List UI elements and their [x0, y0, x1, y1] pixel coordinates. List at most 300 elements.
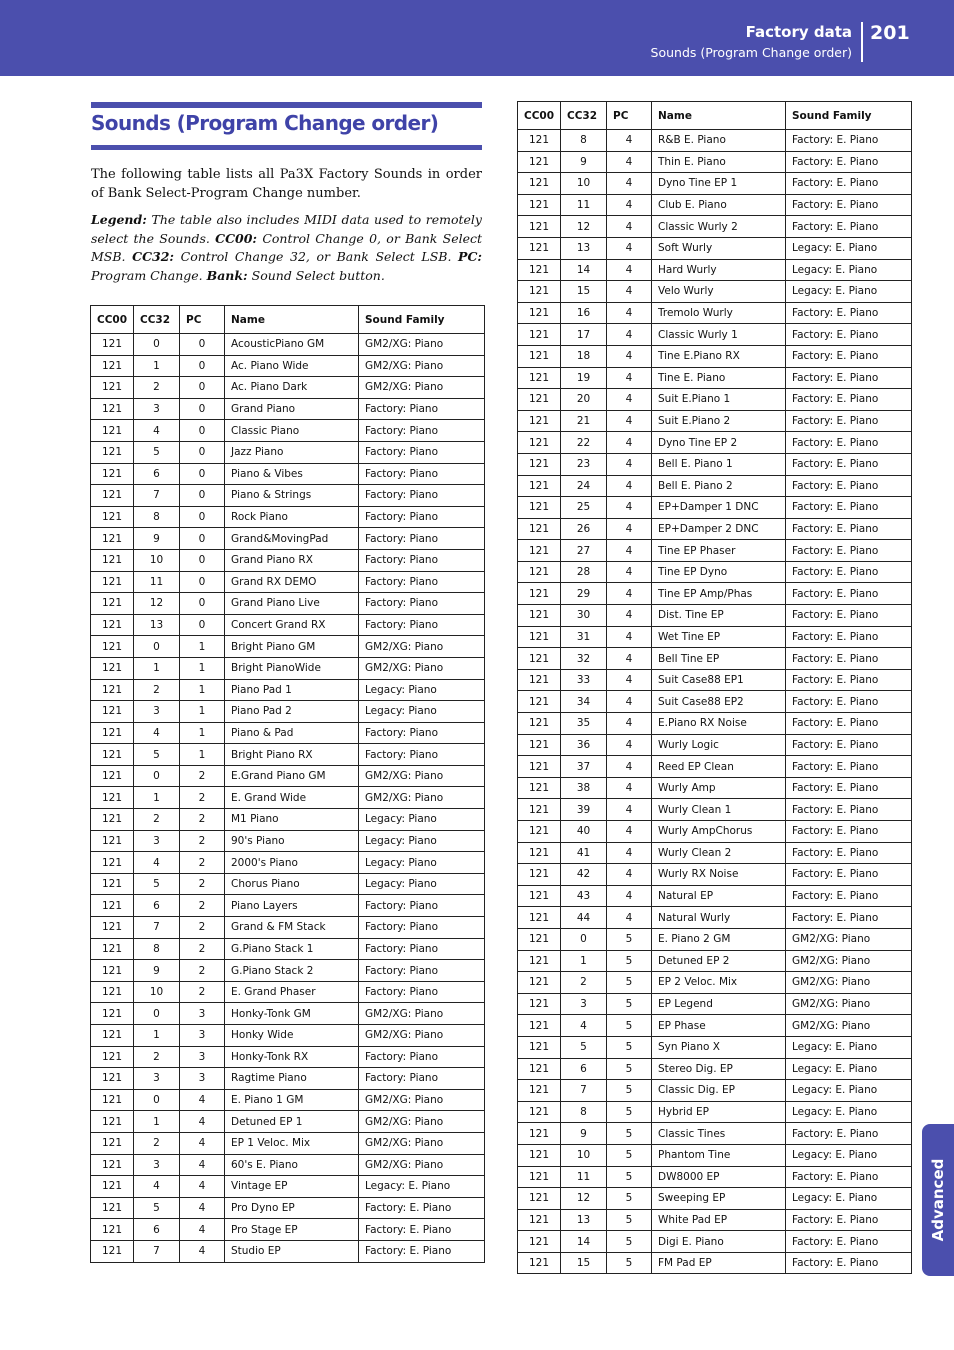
cell-name: DW8000 EP [652, 1166, 786, 1188]
cell-cc32: 34 [561, 691, 607, 713]
cell-pc: 4 [607, 475, 652, 497]
cell-cc00: 121 [91, 1219, 134, 1241]
cell-cc00: 121 [518, 626, 561, 648]
cell-pc: 4 [607, 324, 652, 346]
cell-sound-family: Factory: E. Piano [359, 1219, 485, 1241]
cell-sound-family: Legacy: E. Piano [786, 1101, 912, 1123]
cell-sound-family: GM2/XG: Piano [359, 1111, 485, 1133]
cell-sound-family: GM2/XG: Piano [359, 377, 485, 399]
table-row [518, 389, 912, 411]
cell-cc32: 6 [134, 895, 180, 917]
cell-cc32: 7 [561, 1080, 607, 1102]
table-row [518, 518, 912, 540]
table-row [91, 852, 485, 874]
cell-cc32: 3 [134, 830, 180, 852]
cell-sound-family: Factory: Piano [359, 895, 485, 917]
cell-cc00: 121 [91, 1046, 134, 1068]
cell-cc00: 121 [518, 367, 561, 389]
cell-pc: 4 [607, 669, 652, 691]
cell-cc00: 121 [518, 669, 561, 691]
cell-pc: 2 [180, 765, 225, 787]
cell-name: E.Grand Piano GM [225, 765, 359, 787]
cell-name: Studio EP [225, 1240, 359, 1262]
cell-pc: 0 [180, 528, 225, 550]
cell-name: EP 2 Veloc. Mix [652, 972, 786, 994]
table-row [518, 1015, 912, 1037]
cell-cc00: 121 [91, 981, 134, 1003]
table-row [518, 691, 912, 713]
cell-pc: 1 [180, 636, 225, 658]
cell-cc32: 1 [134, 355, 180, 377]
cell-pc: 1 [180, 679, 225, 701]
cell-name: Classic Tines [652, 1123, 786, 1145]
cell-name: Sweeping EP [652, 1188, 786, 1210]
cell-cc32: 0 [134, 765, 180, 787]
cell-cc00: 121 [518, 1080, 561, 1102]
cell-pc: 4 [180, 1154, 225, 1176]
cell-pc: 2 [180, 938, 225, 960]
table-row [91, 1111, 485, 1133]
cell-sound-family: Factory: Piano [359, 441, 485, 463]
cell-name: Ragtime Piano [225, 1068, 359, 1090]
table-row [91, 334, 485, 356]
cell-sound-family: GM2/XG: Piano [786, 972, 912, 994]
cell-cc00: 121 [91, 765, 134, 787]
cell-cc32: 3 [561, 993, 607, 1015]
cell-cc32: 37 [561, 756, 607, 778]
table-row [91, 722, 485, 744]
cell-name: E. Grand Wide [225, 787, 359, 809]
cell-cc00: 121 [91, 506, 134, 528]
cell-pc: 5 [607, 1123, 652, 1145]
table-row [518, 777, 912, 799]
cell-pc: 4 [607, 518, 652, 540]
cell-sound-family: Factory: E. Piano [786, 561, 912, 583]
cell-name: Classic Wurly 1 [652, 324, 786, 346]
cell-sound-family: Factory: Piano [359, 1046, 485, 1068]
cell-cc00: 121 [91, 1176, 134, 1198]
cell-sound-family: Factory: Piano [359, 960, 485, 982]
cell-pc: 4 [607, 281, 652, 303]
cell-cc32: 0 [134, 334, 180, 356]
table-row [518, 928, 912, 950]
cell-pc: 5 [607, 1144, 652, 1166]
cell-name: G.Piano Stack 1 [225, 938, 359, 960]
cell-sound-family: Legacy: E. Piano [786, 1144, 912, 1166]
table-row [518, 972, 912, 994]
cell-name: Classic Wurly 2 [652, 216, 786, 238]
cell-sound-family: Factory: E. Piano [786, 777, 912, 799]
cell-cc00: 121 [91, 593, 134, 615]
cell-cc32: 10 [561, 173, 607, 195]
cell-pc: 4 [607, 497, 652, 519]
cell-pc: 0 [180, 420, 225, 442]
cell-sound-family: GM2/XG: Piano [359, 1154, 485, 1176]
cell-name: E.Piano RX Noise [652, 713, 786, 735]
cell-pc: 5 [607, 1231, 652, 1253]
cell-cc00: 121 [91, 938, 134, 960]
table-row [518, 453, 912, 475]
cell-cc00: 121 [91, 744, 134, 766]
legend-paragraph [91, 211, 482, 285]
cell-pc: 4 [607, 561, 652, 583]
cell-cc32: 18 [561, 345, 607, 367]
cell-name: Pro Dyno EP [225, 1197, 359, 1219]
table-row [91, 917, 485, 939]
cell-cc00: 121 [91, 636, 134, 658]
cell-cc32: 10 [134, 549, 180, 571]
side-tab-advanced[interactable] [922, 1124, 954, 1276]
cell-cc32: 0 [561, 928, 607, 950]
cell-pc: 1 [180, 722, 225, 744]
table-row [518, 432, 912, 454]
cell-cc32: 11 [561, 1166, 607, 1188]
cell-pc: 0 [180, 334, 225, 356]
cell-pc: 4 [607, 734, 652, 756]
cell-name: E. Grand Phaser [225, 981, 359, 1003]
table-header-row [91, 306, 485, 334]
cell-name: Wurly Amp [652, 777, 786, 799]
cell-cc32: 19 [561, 367, 607, 389]
cell-pc: 5 [607, 1036, 652, 1058]
cell-cc32: 13 [134, 614, 180, 636]
cell-pc: 4 [607, 367, 652, 389]
cell-cc32: 11 [134, 571, 180, 593]
cell-cc00: 121 [91, 787, 134, 809]
cell-sound-family: Factory: E. Piano [786, 540, 912, 562]
cell-sound-family: Factory: Piano [359, 528, 485, 550]
cell-pc: 2 [180, 981, 225, 1003]
cell-cc32: 42 [561, 864, 607, 886]
cell-cc00: 121 [518, 1144, 561, 1166]
cell-cc00: 121 [518, 302, 561, 324]
cell-name: Chorus Piano [225, 873, 359, 895]
cell-cc00: 121 [518, 583, 561, 605]
cell-cc32: 9 [561, 151, 607, 173]
cell-name: Wurly Logic [652, 734, 786, 756]
cell-name: G.Piano Stack 2 [225, 960, 359, 982]
cell-pc: 4 [180, 1219, 225, 1241]
cell-name: Soft Wurly [652, 237, 786, 259]
cell-sound-family: Factory: E. Piano [786, 410, 912, 432]
cell-name: EP+Damper 1 DNC [652, 497, 786, 519]
cell-pc: 5 [607, 993, 652, 1015]
cell-name: E. Piano 1 GM [225, 1089, 359, 1111]
cell-cc32: 41 [561, 842, 607, 864]
legend-cc00-text: Control Change 0, or Bank Select MSB. [91, 230, 483, 264]
sounds-table-left [90, 305, 485, 1263]
column-header-name: Name [225, 306, 359, 334]
legend-text: The table also includes MIDI data used to remotely select the Sounds. [91, 212, 482, 246]
table-row [518, 194, 912, 216]
cell-sound-family: Legacy: E. Piano [786, 259, 912, 281]
cell-pc: 5 [607, 1101, 652, 1123]
cell-cc32: 38 [561, 777, 607, 799]
cell-cc00: 121 [91, 852, 134, 874]
cell-name: Reed EP Clean [652, 756, 786, 778]
cell-name: Grand RX DEMO [225, 571, 359, 593]
cell-pc: 4 [607, 756, 652, 778]
table-row [518, 345, 912, 367]
cell-name: Wet Tine EP [652, 626, 786, 648]
cell-sound-family: Factory: Piano [359, 938, 485, 960]
cell-pc: 4 [607, 151, 652, 173]
cell-cc32: 1 [134, 657, 180, 679]
cell-name: Digi E. Piano [652, 1231, 786, 1253]
column-header-pc: PC [607, 102, 652, 130]
table-row [91, 1068, 485, 1090]
cell-cc32: 4 [134, 1176, 180, 1198]
cell-name: Tremolo Wurly [652, 302, 786, 324]
cell-name: Wurly RX Noise [652, 864, 786, 886]
cell-name: Dist. Tine EP [652, 605, 786, 627]
cell-cc00: 121 [518, 734, 561, 756]
cell-cc32: 5 [134, 1197, 180, 1219]
table-row [91, 1240, 485, 1262]
cell-cc00: 121 [91, 398, 134, 420]
cell-pc: 3 [180, 1046, 225, 1068]
cell-cc00: 121 [518, 453, 561, 475]
cell-name: Syn Piano X [652, 1036, 786, 1058]
cell-cc00: 121 [518, 173, 561, 195]
table-row [518, 1166, 912, 1188]
cell-name: Honky-Tonk GM [225, 1003, 359, 1025]
cell-pc: 4 [607, 583, 652, 605]
cell-pc: 1 [180, 701, 225, 723]
column-header-sound-family: Sound Family [359, 306, 485, 334]
cell-name: Bright Piano GM [225, 636, 359, 658]
cell-sound-family: Legacy: E. Piano [786, 1188, 912, 1210]
cell-sound-family: Factory: E. Piano [786, 453, 912, 475]
cell-sound-family: Factory: E. Piano [786, 648, 912, 670]
cell-cc00: 121 [518, 389, 561, 411]
cell-cc00: 121 [518, 799, 561, 821]
cell-cc32: 2 [134, 1046, 180, 1068]
cell-sound-family: Factory: Piano [359, 549, 485, 571]
cell-name: Classic Dig. EP [652, 1080, 786, 1102]
cell-cc32: 1 [134, 787, 180, 809]
cell-cc32: 9 [134, 528, 180, 550]
legend-label: Legend: [91, 212, 147, 227]
cell-pc: 0 [180, 355, 225, 377]
cell-cc32: 10 [561, 1144, 607, 1166]
cell-cc00: 121 [518, 713, 561, 735]
cell-name: Tine E.Piano RX [652, 345, 786, 367]
cell-pc: 3 [180, 1003, 225, 1025]
cell-cc32: 32 [561, 648, 607, 670]
cell-sound-family: GM2/XG: Piano [359, 636, 485, 658]
cell-cc00: 121 [518, 777, 561, 799]
cell-sound-family: Factory: E. Piano [786, 1231, 912, 1253]
cell-sound-family: Legacy: Piano [359, 701, 485, 723]
cell-sound-family: Factory: E. Piano [786, 1166, 912, 1188]
cell-cc32: 29 [561, 583, 607, 605]
cell-sound-family: Legacy: E. Piano [786, 1058, 912, 1080]
table-row [518, 756, 912, 778]
table-row [91, 485, 485, 507]
cell-name: Bright Piano RX [225, 744, 359, 766]
cell-sound-family: Factory: E. Piano [786, 821, 912, 843]
cell-cc32: 3 [134, 1154, 180, 1176]
cell-pc: 1 [180, 657, 225, 679]
table-row [518, 1231, 912, 1253]
cell-cc32: 4 [561, 1015, 607, 1037]
title-rule-top [91, 102, 482, 108]
table-row [518, 713, 912, 735]
cell-cc32: 31 [561, 626, 607, 648]
cell-cc00: 121 [518, 281, 561, 303]
cell-pc: 2 [180, 895, 225, 917]
cell-cc00: 121 [91, 701, 134, 723]
cell-sound-family: Factory: E. Piano [786, 518, 912, 540]
table-row [91, 420, 485, 442]
cell-sound-family: GM2/XG: Piano [359, 765, 485, 787]
table-row [518, 173, 912, 195]
cell-name: Club E. Piano [652, 194, 786, 216]
title-rule-bottom [91, 145, 482, 150]
cell-name: EP Phase [652, 1015, 786, 1037]
cell-cc00: 121 [91, 377, 134, 399]
table-row [518, 237, 912, 259]
cell-cc00: 121 [518, 1166, 561, 1188]
table-row [518, 1209, 912, 1231]
cell-cc00: 121 [91, 1240, 134, 1262]
cell-sound-family: Factory: Piano [359, 506, 485, 528]
cell-name: R&B E. Piano [652, 130, 786, 152]
cell-name: Wurly AmpChorus [652, 821, 786, 843]
cell-cc32: 25 [561, 497, 607, 519]
cell-cc32: 1 [134, 1111, 180, 1133]
table-row [91, 506, 485, 528]
cell-pc: 4 [607, 605, 652, 627]
table-row [91, 593, 485, 615]
cell-cc32: 22 [561, 432, 607, 454]
cell-pc: 4 [607, 540, 652, 562]
cell-cc00: 121 [518, 1188, 561, 1210]
cell-cc00: 121 [518, 1123, 561, 1145]
cell-cc00: 121 [91, 485, 134, 507]
cell-name: Honky-Tonk RX [225, 1046, 359, 1068]
cell-pc: 4 [607, 453, 652, 475]
cell-sound-family: Factory: E. Piano [786, 324, 912, 346]
cell-sound-family: GM2/XG: Piano [359, 657, 485, 679]
cell-pc: 4 [607, 821, 652, 843]
cell-cc00: 121 [91, 917, 134, 939]
cell-cc00: 121 [518, 756, 561, 778]
cell-sound-family: Factory: E. Piano [786, 367, 912, 389]
cell-name: Tine EP Amp/Phas [652, 583, 786, 605]
cell-cc32: 2 [134, 679, 180, 701]
cell-cc00: 121 [91, 1025, 134, 1047]
cell-cc32: 40 [561, 821, 607, 843]
table-row [91, 1046, 485, 1068]
cell-sound-family: Factory: Piano [359, 398, 485, 420]
cell-name: FM Pad EP [652, 1252, 786, 1274]
table-row [518, 950, 912, 972]
cell-cc32: 1 [561, 950, 607, 972]
cell-cc32: 2 [561, 972, 607, 994]
cell-pc: 4 [607, 799, 652, 821]
cell-pc: 4 [607, 777, 652, 799]
table-row [518, 475, 912, 497]
cell-name: Piano Pad 2 [225, 701, 359, 723]
cell-sound-family: Legacy: E. Piano [786, 1080, 912, 1102]
cell-name: Ac. Piano Dark [225, 377, 359, 399]
cell-cc32: 43 [561, 885, 607, 907]
cell-sound-family: Factory: E. Piano [786, 691, 912, 713]
cell-cc32: 15 [561, 1252, 607, 1274]
cell-cc32: 20 [561, 389, 607, 411]
cell-cc32: 33 [561, 669, 607, 691]
cell-cc32: 2 [134, 1132, 180, 1154]
cell-cc00: 121 [518, 821, 561, 843]
cell-cc32: 11 [561, 194, 607, 216]
table-row [518, 993, 912, 1015]
cell-cc32: 9 [561, 1123, 607, 1145]
cell-name: Dyno Tine EP 1 [652, 173, 786, 195]
cell-sound-family: Factory: E. Piano [786, 756, 912, 778]
cell-sound-family: Factory: E. Piano [786, 1252, 912, 1274]
cell-cc32: 5 [134, 744, 180, 766]
cell-cc00: 121 [518, 864, 561, 886]
cell-sound-family: Factory: E. Piano [786, 605, 912, 627]
cell-cc32: 8 [561, 130, 607, 152]
table-row [91, 441, 485, 463]
table-row [518, 1188, 912, 1210]
cell-sound-family: Factory: E. Piano [786, 734, 912, 756]
cell-pc: 4 [180, 1176, 225, 1198]
cell-pc: 5 [607, 1209, 652, 1231]
column-header-sound-family: Sound Family [786, 102, 912, 130]
cell-name: Hard Wurly [652, 259, 786, 281]
cell-pc: 5 [607, 1252, 652, 1274]
cell-cc32: 5 [134, 873, 180, 895]
cell-sound-family: Legacy: E. Piano [786, 281, 912, 303]
cell-cc32: 6 [134, 1219, 180, 1241]
cell-cc00: 121 [91, 528, 134, 550]
cell-pc: 4 [607, 907, 652, 929]
cell-sound-family: Factory: E. Piano [786, 842, 912, 864]
cell-cc00: 121 [518, 648, 561, 670]
cell-cc00: 121 [518, 885, 561, 907]
table-row [91, 1003, 485, 1025]
cell-cc32: 0 [134, 1003, 180, 1025]
legend-cc00-label: CC00: [215, 230, 258, 246]
cell-cc00: 121 [518, 432, 561, 454]
intro-paragraph: The following table lists all Pa3X Factory Sounds in order of Bank Select-Program Change number. [91, 167, 482, 201]
cell-name: AcousticPiano GM [225, 334, 359, 356]
table-row [91, 398, 485, 420]
table-row [91, 1154, 485, 1176]
cell-sound-family: GM2/XG: Piano [359, 1089, 485, 1111]
cell-sound-family: Legacy: E. Piano [359, 1176, 485, 1198]
cell-pc: 2 [180, 852, 225, 874]
legend-bank-text: Sound Select button. [247, 267, 385, 283]
cell-cc32: 3 [134, 701, 180, 723]
cell-sound-family: Legacy: Piano [359, 873, 485, 895]
table-row [518, 842, 912, 864]
table-row [518, 302, 912, 324]
cell-cc32: 39 [561, 799, 607, 821]
cell-name: Hybrid EP [652, 1101, 786, 1123]
cell-cc00: 121 [518, 928, 561, 950]
cell-cc32: 14 [561, 1231, 607, 1253]
table-row [91, 657, 485, 679]
cell-cc00: 121 [91, 1089, 134, 1111]
cell-name: Grand & FM Stack [225, 917, 359, 939]
cell-sound-family: Factory: E. Piano [786, 194, 912, 216]
cell-pc: 3 [180, 1025, 225, 1047]
